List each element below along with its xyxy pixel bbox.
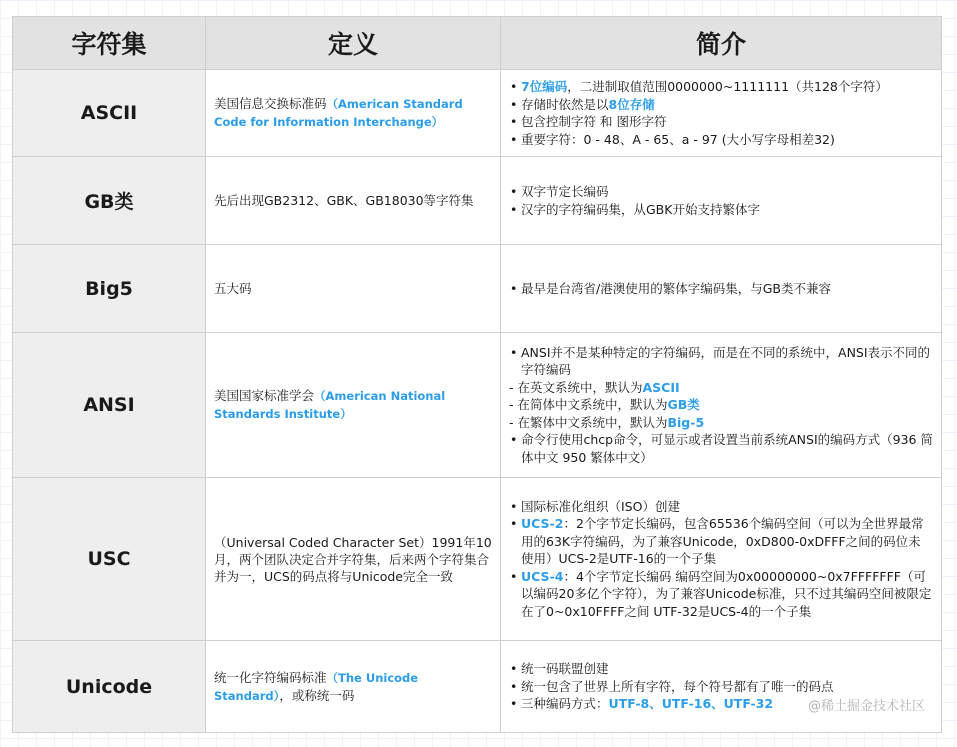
def-highlight: （American National Standards Institute） bbox=[214, 389, 446, 421]
charset-name: Big5 bbox=[13, 245, 206, 333]
intro-highlight: UCS-2 bbox=[521, 516, 564, 532]
list-item: • 统一包含了世界上所有字符，每个符号都有了唯一的码点 bbox=[509, 678, 933, 696]
list-item bbox=[509, 379, 933, 397]
row-unicode bbox=[13, 641, 942, 733]
row-ansi bbox=[13, 333, 942, 478]
def-highlight: （American Standard Code for Information Interchange） bbox=[214, 97, 463, 129]
list-item: • 命令行使用chcp命令，可显示或者设置当前系统ANSI的编码方式（936 简体中文 950 繁体中文） bbox=[509, 431, 933, 466]
header-name: 字符集 bbox=[13, 17, 206, 70]
def-text: 美国信息交换标准码 bbox=[214, 96, 327, 111]
intro-highlight: UTF-8、UTF-16、UTF-32 bbox=[608, 696, 774, 712]
intro-cell bbox=[501, 478, 942, 641]
intro-text: ：4个字节定长编码 编码空间为0x00000000~0x7FFFFFFF（可以编码20多亿个字符），为了兼容Unicode标准，只不过其编码空间被限定在了0~0x10FFFF之间 UTF-32是UCS-4的一个子集 bbox=[521, 568, 932, 619]
header-row bbox=[13, 17, 942, 70]
row-gb bbox=[13, 157, 942, 245]
list-item bbox=[509, 568, 933, 621]
intro-cell bbox=[501, 641, 942, 733]
header-intro: 简介 bbox=[501, 17, 942, 70]
intro-highlight: UCS-4 bbox=[521, 568, 564, 584]
row-big5 bbox=[13, 245, 942, 333]
list-item: • 双字节定长编码 bbox=[509, 183, 933, 201]
list-item bbox=[509, 396, 933, 414]
charset-name: GB类 bbox=[13, 157, 206, 245]
charset-name: ASCII bbox=[13, 70, 206, 157]
def-text: 美国国家标准学会 bbox=[214, 388, 315, 403]
list-item: • 国际标准化组织（ISO）创建 bbox=[509, 498, 933, 516]
intro-cell bbox=[501, 70, 942, 157]
definition-cell: （Universal Coded Character Set）1991年10月，两个团队决定合并字符集，后来两个字符集合并为一，UCS的码点将与Unicode完全一致 bbox=[206, 478, 501, 641]
intro-text: 三种编码方式： bbox=[521, 696, 609, 712]
intro-highlight: Big-5 bbox=[667, 414, 705, 430]
watermark: @稀土掘金技术社区 bbox=[807, 699, 925, 714]
intro-text: ，二进制取值范围0000000~1111111（共128个字符） bbox=[567, 79, 888, 94]
list-item bbox=[509, 96, 933, 114]
definition-cell bbox=[206, 641, 501, 733]
intro-highlight: 8位存储 bbox=[608, 96, 655, 112]
intro-text: ：2个字节定长编码，包含65536个编码空间（可以为全世界最常用的63K字符编码，为了兼容Unicode，0xD800-0xDFFF之间的码位未使用）UCS-2是UTF-16的一个子集 bbox=[521, 516, 924, 567]
definition-cell bbox=[206, 70, 501, 157]
list-item bbox=[509, 78, 933, 96]
definition-cell: 五大码 bbox=[206, 245, 501, 333]
definition-cell bbox=[206, 333, 501, 478]
def-text: 统一化字符编码标准 bbox=[214, 669, 327, 685]
intro-text: - 在繁体中文系统中，默认为 bbox=[509, 414, 668, 430]
row-ascii bbox=[13, 70, 942, 157]
charset-name: USC bbox=[13, 478, 206, 641]
intro-cell bbox=[501, 245, 942, 333]
intro-cell bbox=[501, 333, 942, 478]
def-suffix: ，或称统一码 bbox=[279, 687, 355, 703]
def-highlight: （The Unicode Standard） bbox=[214, 670, 419, 703]
header-definition: 定义 bbox=[206, 17, 501, 70]
definition-cell: 先后出现GB2312、GBK、GB18030等字符集 bbox=[206, 157, 501, 245]
intro-highlight: GB类 bbox=[667, 397, 700, 413]
row-usc bbox=[13, 478, 942, 641]
intro-text: - 在英文系统中，默认为 bbox=[509, 379, 643, 395]
intro-highlight: 7位编码 bbox=[521, 79, 568, 94]
list-item: • 最早是台湾省/港澳使用的繁体字编码集，与GB类不兼容 bbox=[509, 280, 933, 298]
intro-cell bbox=[501, 157, 942, 245]
intro-highlight: ASCII bbox=[642, 379, 680, 395]
list-item: • 汉字的字符编码集，从GBK开始支持繁体字 bbox=[509, 201, 933, 219]
charset-table bbox=[12, 16, 942, 733]
list-item: • 包含控制字符 和 图形字符 bbox=[509, 113, 933, 131]
intro-text: - 在简体中文系统中，默认为 bbox=[509, 397, 668, 413]
charset-name: ANSI bbox=[13, 333, 206, 478]
list-item bbox=[509, 414, 933, 432]
list-item: • 重要字符：0 - 48、A - 65、a - 97 (大小写字母相差32) bbox=[509, 131, 933, 149]
list-item: • 统一码联盟创建 bbox=[509, 660, 933, 678]
intro-text: 存储时依然是以 bbox=[521, 96, 609, 112]
charset-name: Unicode bbox=[13, 641, 206, 733]
list-item bbox=[509, 515, 933, 568]
list-item: • ANSI并不是某种特定的字符编码，而是在不同的系统中，ANSI表示不同的字符编码 bbox=[509, 344, 933, 379]
